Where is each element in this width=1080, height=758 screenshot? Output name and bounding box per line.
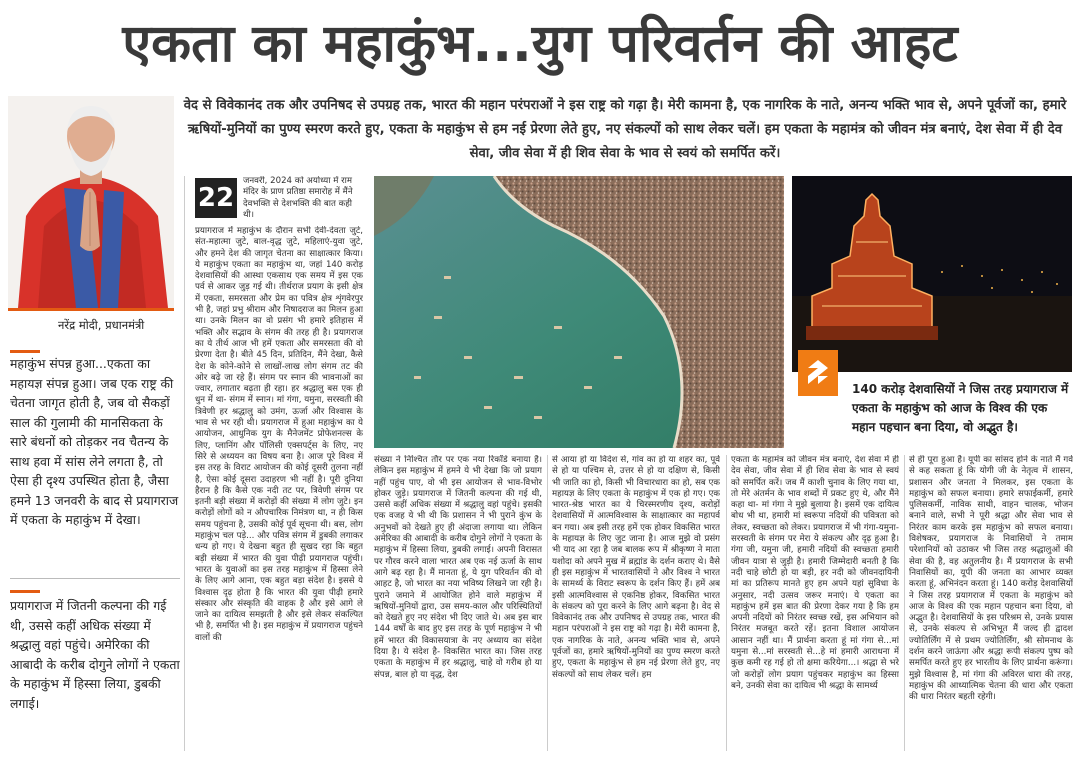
article-lede: जनवरी, 2024 को अयोध्या में राम मंदिर के प्राण प्रतिष्ठा समारोह में मैंने देवभक्ति से देशभक्ति की बात कही थी। <box>243 176 353 220</box>
article-column-1: प्रयागराज में महाकुंभ के दौरान सभी देवी-देवता जुटे, संत-महात्मा जुटे, बाल-वृद्ध जुटे, महिलाएं-युवा जुटे, और हमने देश की जागृत चेतना का साक्षात्कार किया। ये महाकुंभ एकता का महाकुंभ था, जहां 140 करोड़ देशवासियों की आस्था एकसाथ एक समय में इस एक पर्व से आकर जुड़ गई थी। तीर्थराज प्रयाग के इसी क्षेत्र में एकता, समरसता और प्रेम का पवित्र क्षेत्र शृंगवेरपुर भी है, जहां प्रभु श्रीराम और निषादराज का मिलन हुआ था। उनके मिलन का वो प्रसंग भी हमारे इतिहास में भक्ति और सद्भाव के संगम की तरह ही है। प्रयागराज का ये तीर्थ आज भी हमें एकता और समरसता की वो प्रेरणा देता है। बीते 45 दिन, प्रतिदिन, मैंने देखा, कैसे देश के कोने-कोने से लाखों-लाख लोग संगम तट की ओर बढ़े जा रहे हैं। संगम पर स्नान की भावनाओं का ज्वार, लगातार बढ़ता ही रहा। हर श्रद्धालु बस एक ही धुन में था- संगम में स्नान। मां गंगा, यमुना, सरस्वती की त्रिवेणी हर श्रद्धालु को उमंग, ऊर्जा और विश्वास के भाव से भर रही थी। प्रयागराज में हुआ महाकुंभ का ये आयोजन, आधुनिक युग के मैनेजमेंट प्रोफेशनल्स के लिए, प्लानिंग और पॉलिसी एक्सपर्ट्स के लिए, नए सिरे से अध्ययन का विषय बना है। आज पूरे विश्व में इस तरह के विराट आयोजन की कोई दूसरी तुलना नहीं है, ऐसा कोई दूसरा उदाहरण भी नहीं है। पूरी दुनिया हैरान है कि कैसे एक नदी तट पर, त्रिवेणी संगम पर इतनी बड़ी संख्या में करोड़ों की संख्या में लोग जुटे। इन करोड़ों लोगों को न औपचारिक निमंत्रण था, न ही किस समय पहुंचना है, उसकी कोई पूर्व सूचना थी। बस, लोग महाकुंभ चल पड़े... और पवित्र संगम में डुबकी लगाकर धन्य हो गए। ये देखना बहुत ही सुखद रहा कि बहुत बड़ी संख्या में भारत की युवा पीढ़ी प्रयागराज पहुंची। भारत के युवाओं का इस तरह महाकुंभ में हिस्सा लेने के लिए आगे आना, एक बहुत बड़ा संदेश है। इससे ये विश्वास दृढ़ होता है कि भारत की युवा पीढ़ी हमारे संस्कार और संस्कृति की वाहक है और इसे आगे ले जाने का दायित्व समझती है और इसे लेकर संकल्पित भी है, समर्पित भी है। इस महाकुंभ में प्रयागराज पहुंचने वालों की <box>195 226 363 643</box>
pull-quote-accent-rule <box>10 350 40 353</box>
article-column-2: संख्या ने निश्चित तौर पर एक नया रिकॉर्ड बनाया है। लेकिन इस महाकुंभ में हमने ये भी देखा कि जो प्रयाग नहीं पहुंच पाए, वो भी इस आयोजन से भाव-विभोर होकर जुड़े। प्रयागराज में जितनी कल्पना की गई थी, उससे कहीं अधिक संख्या में श्रद्धालु वहां पहुंचे। इसकी एक वजह ये भी थी कि प्रशासन ने भी पुराने कुंभ के अनुभवों को देखते हुए ही अंदाजा लगाया था। लेकिन अमेरिका की आबादी के करीब दोगुने लोगों ने एकता के महाकुंभ में हिस्सा लिया, डुबकी लगाई। अपनी विरासत पर गौरव करने वाला भारत अब एक नई ऊर्जा के साथ आगे बढ़ रहा है। मैं मानता हूं, ये युग परिवर्तन की वो आहट है, जो भारत का नया भविष्य लिखने जा रही है। पुराने जमाने में आयोजित होने वाले महाकुंभ में ऋषियों-मुनियों द्वारा, उस समय-काल और परिस्थितियों को देखते हुए नए संदेश भी दिए जाते थे। अब इस बार 144 वर्षों के बाद हुए इस तरह के पूर्ण महाकुंभ ने भी हमें भारत की विकासयात्रा के नए अध्याय का संदेश दिया है। ये संदेश है- विकसित भारत का। जिस तरह एकता के महाकुंभ में हर श्रद्धालु, चाहे वो गरीब हो या संपन्न, बाल हो या वृद्ध, देश <box>374 455 542 680</box>
kumbh-aerial-photo <box>374 176 784 448</box>
column-divider <box>184 176 185 751</box>
pull-quote-separator <box>10 578 180 579</box>
temple-night-photo <box>792 176 1072 372</box>
intro-paragraph: वेद से विवेकानंद तक और उपनिषद से उपग्रह तक, भारत की महान परंपराओं ने इस राष्ट्र को गढ़ा है। मेरी कामना है, एक नागरिक के नाते, अनन्य भक्ति भाव से, अपने पूर्वजों का, हमारे ऋषियों-मुनियों का पुण्य स्मरण करते हुए, एकता के महाकुंभ से हम नई प्रेरणा लेते हुए, नए संकल्पों को साथ लेकर चलें। हम एकता के महामंत्र को जीवन मंत्र बनाएं, देश सेवा में ही देव सेवा, जीव सेवा में ही शिव सेवा के भाव से स्वयं को समर्पित करें। <box>183 98 1067 161</box>
page-headline: एकता का महाकुंभ...युग परिवर्तन की आहट <box>122 14 958 74</box>
pull-quote-accent-rule-2 <box>10 590 40 593</box>
pull-quote-2: प्रयागराज में जितनी कल्पना की गई थी, उससे कहीं अधिक संख्या में श्रद्धालु वहां पहुंचे। अमेरिका की आबादी के करीब दोगुने लोगों ने एकता के महाकुंभ में हिस्सा लिया, डुबकी लगाई। <box>10 598 180 711</box>
author-portrait <box>8 96 174 308</box>
column-divider <box>547 455 548 751</box>
date-drop-number: 22 <box>195 178 237 218</box>
byline-accent-rule <box>8 308 174 311</box>
article-column-3: से आया हो या विदेश से, गांव का हो या शहर का, पूर्व से हो या पश्चिम से, उत्तर से हो या दक्षिण से, किसी भी जाति का हो, किसी भी विचारधारा का हो, सब एक महायज्ञ के लिए एकता के महाकुंभ में एक हो गए। एक भारत-श्रेष्ठ भारत का ये चिरस्मरणीय दृश्य, करोड़ों देशवासियों में आत्मविश्वास के साक्षात्कार का महापर्व बन गया। अब इसी तरह हमें एक होकर विकसित भारत के महायज्ञ के लिए जुट जाना है। आज मुझे वो प्रसंग भी याद आ रहा है जब बालक रूप में श्रीकृष्ण ने माता यशोदा को अपने मुख में ब्रह्मांड के दर्शन कराए थे। वैसे ही इस महाकुंभ में भारतवासियों ने और विश्व ने भारत के सामर्थ्य के विराट स्वरूप के दर्शन किए हैं। हमें अब इसी आत्मविश्वास से एकनिष्ठ होकर, विकसित भारत के संकल्प को पूरा करने के लिए आगे बढ़ना है। वेद से विवेकानंद तक और उपनिषद से उपग्रह तक, भारत की महान परंपराओं ने इस राष्ट्र को गढ़ा है। मेरी कामना है, एक नागरिक के नाते, अनन्य भक्ति भाव से, अपने पूर्वजों का, हमारे ऋषियों-मुनियों का पुण्य स्मरण करते हुए, एकता के महाकुंभ से हम नई प्रेरणा लेते हुए, नए संकल्पों को साथ लेकर चलें। हम <box>552 455 720 680</box>
article-column-5: से ही पूरा हुआ है। यूपी का सांसद होने के नाते मैं गर्व से कह सकता हूं कि योगी जी के नेतृत्व में शासन, प्रशासन और जनता ने मिलकर, इस एकता के महाकुंभ को सफल बनाया। हमारे सफाईकर्मी, हमारे पुलिसकर्मी, नाविक साथी, वाहन चालक, भोजन बनाने वाले, सभी ने पूरी श्रद्धा और सेवा भाव से निरंतर काम करके इस महाकुंभ को सफल बनाया। विशेषकर, प्रयागराज के निवासियों ने तमाम परेशानियों को उठाकर भी जिस तरह श्रद्धालुओं की सेवा की है, वह अतुलनीय है। मैं प्रयागराज के सभी निवासियों का, यूपी की जनता का आभार व्यक्त करता हूं, अभिनंदन करता हूं। 140 करोड़ देशवासियों ने जिस तरह प्रयागराज में एकता के महाकुंभ को आज के विश्व की एक महान पहचान बना दिया, वो अद्भुत है। देशवासियों के इस परिश्रम से, उनके प्रयास से, उनके संकल्प से अभिभूत मैं जल्द ही द्वादश ज्योतिर्लिंग में से प्रथम ज्योतिर्लिंग, श्री सोमनाथ के दर्शन करने जाऊंगा और श्रद्धा रूपी संकल्प पुष्प को समर्पित करते हुए हर भारतीय के लिए प्रार्थना करूंगा। मुझे विश्वास है, मां गंगा की अविरल धारा की तरह, महाकुंभ की आध्यात्मिक चेतना की धारा और एकता की धारा निरंतर बहती रहेगी। <box>909 455 1073 703</box>
article-column-4: एकता के महामंत्र को जीवन मंत्र बनाएं, देश सेवा में ही देव सेवा, जीव सेवा में ही शिव सेवा के भाव से स्वयं को समर्पित करें। जब मैं काशी चुनाव के लिए गया था, तो मेरे अंतर्मन के भाव शब्दों में प्रकट हुए थे, और मैंने कहा था- मां गंगा ने मुझे बुलाया है। इसमें एक दायित्व बोध भी था, हमारी मां स्वरूपा नदियों की पवित्रता को लेकर, स्वच्छता को लेकर। प्रयागराज में भी गंगा-यमुना-सरस्वती के संगम पर मेरा ये संकल्प और दृढ़ हुआ है। गंगा जी, यमुना जी, हमारी नदियों की स्वच्छता हमारी जीवन यात्रा से जुड़ी है। हमारी जिम्मेदारी बनती है कि नदी चाहे छोटी हो या बड़ी, हर नदी को जीवनदायिनी मां का प्रतिरूप मानते हुए हम अपने यहां सुविधा के अनुसार, नदी उत्सव जरूर मनाएं। ये एकता का महाकुंभ हमें इस बात की प्रेरणा देकर गया है कि हम अपनी नदियों को निरंतर स्वच्छ रखें, इस अभियान को निरंतर मजबूत करते रहें। इतना विशाल आयोजन आसान नहीं था। मैं प्रार्थना करता हूं मां गंगा से...मां यमुना से...मां सरस्वती से...हे मां हमारी आराधना में कुछ कमी रह गई हो तो क्षमा करियेगा...। श्रद्धा से भरे जो करोड़ों लोग प्रयाग पहुंचकर महाकुंभ का हिस्सा बने, उनकी सेवा का दायित्व भी श्रद्धा के सामर्थ्य <box>731 455 899 691</box>
publication-logo-mark <box>798 350 838 396</box>
column-divider <box>904 455 905 751</box>
pull-quote-1: महाकुंभ संपन्न हुआ...एकता का महायज्ञ संपन्न हुआ। जब एक राष्ट्र की चेतना जागृत होती है, जब वो सैकड़ों साल की गुलामी की मानसिकता के सारे बंधनों को तोड़कर नव चैतन्य के साथ हवा में सांस लेने लगता है, तो ऐसा ही दृश्य उपस्थित होता है, जैसा हमने 13 जनवरी के बाद से प्रयागराज में एकता के महाकुंभ में देखा। <box>10 356 179 527</box>
author-byline: नरेंद्र मोदी, प्रधानमंत्री <box>58 318 145 332</box>
column-divider <box>726 455 727 751</box>
photo-caption: 140 करोड़ देशवासियों ने जिस तरह प्रयागराज में एकता के महाकुंभ को आज के विश्व की एक महान पहचान बना दिया, वो अद्भुत है। <box>852 382 1069 434</box>
